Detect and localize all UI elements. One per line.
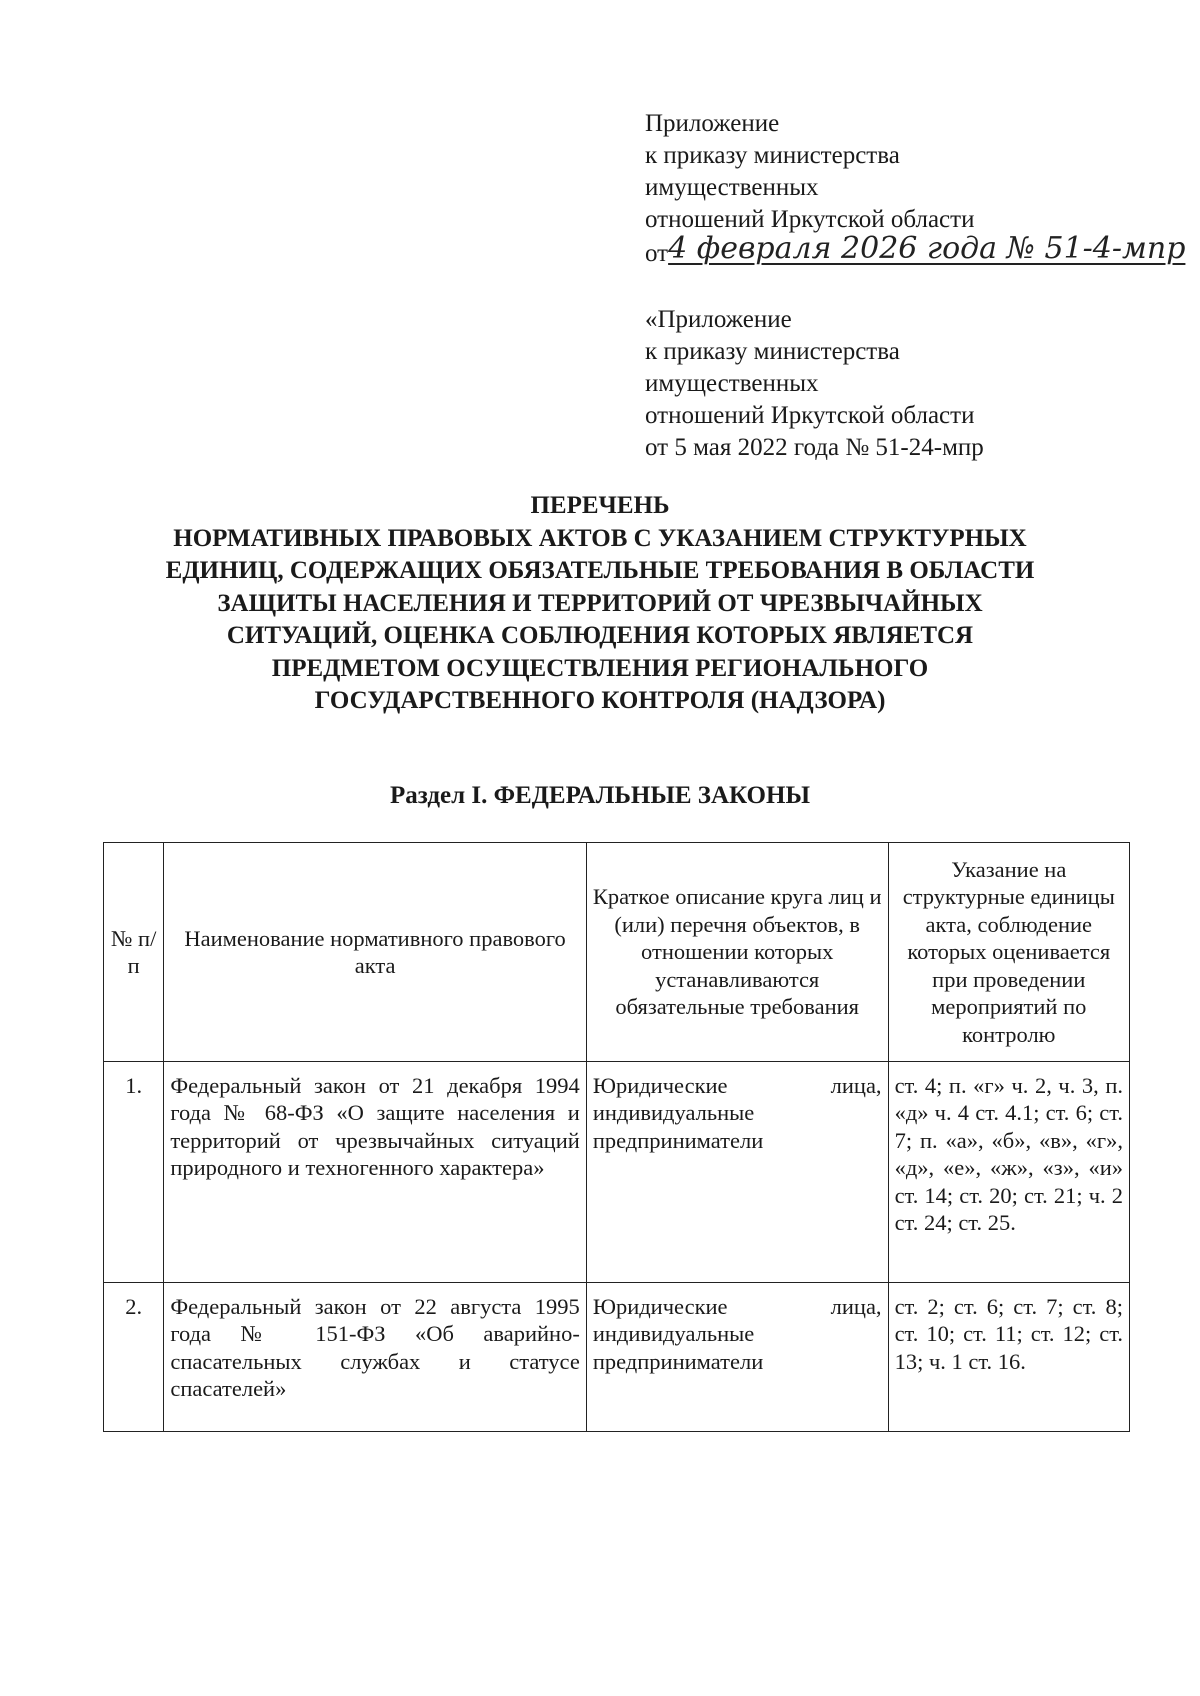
row-act-name: Федеральный закон от 21 декабря 1994 года № 68-ФЗ «О защите населения и территорий от чрезвычайных ситуаций природного и техногенного характера» bbox=[164, 1062, 586, 1283]
table-header-row bbox=[104, 843, 1130, 1062]
row-subjects: Юридические лица, индивидуальные предприниматели bbox=[586, 1283, 888, 1432]
table-row bbox=[104, 1283, 1130, 1432]
appendix-line: отношений Иркутской области bbox=[645, 206, 975, 233]
header-number: № п/п bbox=[104, 843, 164, 1062]
appendix-date-line bbox=[645, 231, 1186, 270]
appendix-line: к приказу министерства bbox=[645, 338, 900, 365]
title-line: ЕДИНИЦ, СОДЕРЖАЩИХ ОБЯЗАТЕЛЬНЫЕ ТРЕБОВАНИЯ В ОБЛАСТИ bbox=[165, 557, 1035, 584]
title-line: ЗАЩИТЫ НАСЕЛЕНИЯ И ТЕРРИТОРИЙ ОТ ЧРЕЗВЫЧАЙНЫХ bbox=[217, 589, 983, 617]
table-row bbox=[104, 1062, 1130, 1283]
appendix-line: «Приложение bbox=[645, 306, 792, 333]
row-act-name: Федеральный закон от 22 августа 1995 года № 151-ФЗ «Об аварийно-спасательных службах и статусе спасателей» bbox=[164, 1283, 586, 1432]
appendix-line: отношений Иркутской области bbox=[645, 402, 975, 429]
document-title bbox=[130, 490, 1070, 718]
header-subjects: Краткое описание круга лиц и (или) перечня объектов, в отношении которых устанавливаются обязательные требования bbox=[586, 843, 888, 1062]
title-line: ПЕРЕЧЕНЬ bbox=[530, 492, 670, 519]
acts-table bbox=[103, 842, 1130, 1432]
row-subjects: Юридические лица, индивидуальные предприниматели bbox=[586, 1062, 888, 1283]
appendix-line: Приложение bbox=[645, 110, 780, 137]
appendix-line: к приказу министерства bbox=[645, 142, 900, 169]
title-line: ПРЕДМЕТОМ ОСУЩЕСТВЛЕНИЯ РЕГИОНАЛЬНОГО bbox=[271, 654, 929, 682]
appendix-line: от 5 мая 2022 года № 51-24-мпр bbox=[645, 434, 984, 461]
handwritten-date-number: 4 февраля 2026 года № 51-4-мпр bbox=[668, 231, 1186, 266]
section-title: Раздел I. ФЕДЕРАЛЬНЫЕ ЗАКОНЫ bbox=[389, 782, 811, 809]
row-number: 2. bbox=[104, 1283, 164, 1432]
appendix-line: имущественных bbox=[645, 174, 819, 201]
appendix-line: имущественных bbox=[645, 370, 819, 397]
header-structural-units: Указание на структурные единицы акта, соблюдение которых оценивается при проведении мероприятий по контролю bbox=[888, 843, 1129, 1062]
row-structural-units: ст. 4; п. «г» ч. 2, ч. 3, п. «д» ч. 4 ст. 4.1; ст. 6; ст. 7; п. «а», «б», «в», «г», «д», «е», «ж», «з», «и» ст. 14; ст. 20; ст. 21; ч. 2 ст. 24; ст. 25. bbox=[888, 1062, 1129, 1283]
row-structural-units: ст. 2; ст. 6; ст. 7; ст. 8; ст. 10; ст. 11; ст. 12; ст. 13; ч. 1 ст. 16. bbox=[888, 1283, 1129, 1432]
appendix-header-original bbox=[645, 304, 984, 464]
title-line: ГОСУДАРСТВЕННОГО КОНТРОЛЯ (НАДЗОРА) bbox=[314, 687, 886, 714]
title-line: СИТУАЦИЙ, ОЦЕНКА СОБЛЮДЕНИЯ КОТОРЫХ ЯВЛЯЕТСЯ bbox=[226, 622, 974, 649]
row-number: 1. bbox=[104, 1062, 164, 1283]
appendix-header-current bbox=[645, 108, 1185, 270]
date-prefix: от bbox=[645, 240, 669, 267]
header-act-name: Наименование нормативного правового акта bbox=[164, 843, 586, 1062]
title-line: НОРМАТИВНЫХ ПРАВОВЫХ АКТОВ С УКАЗАНИЕМ СТРУКТУРНЫХ bbox=[173, 524, 1027, 552]
